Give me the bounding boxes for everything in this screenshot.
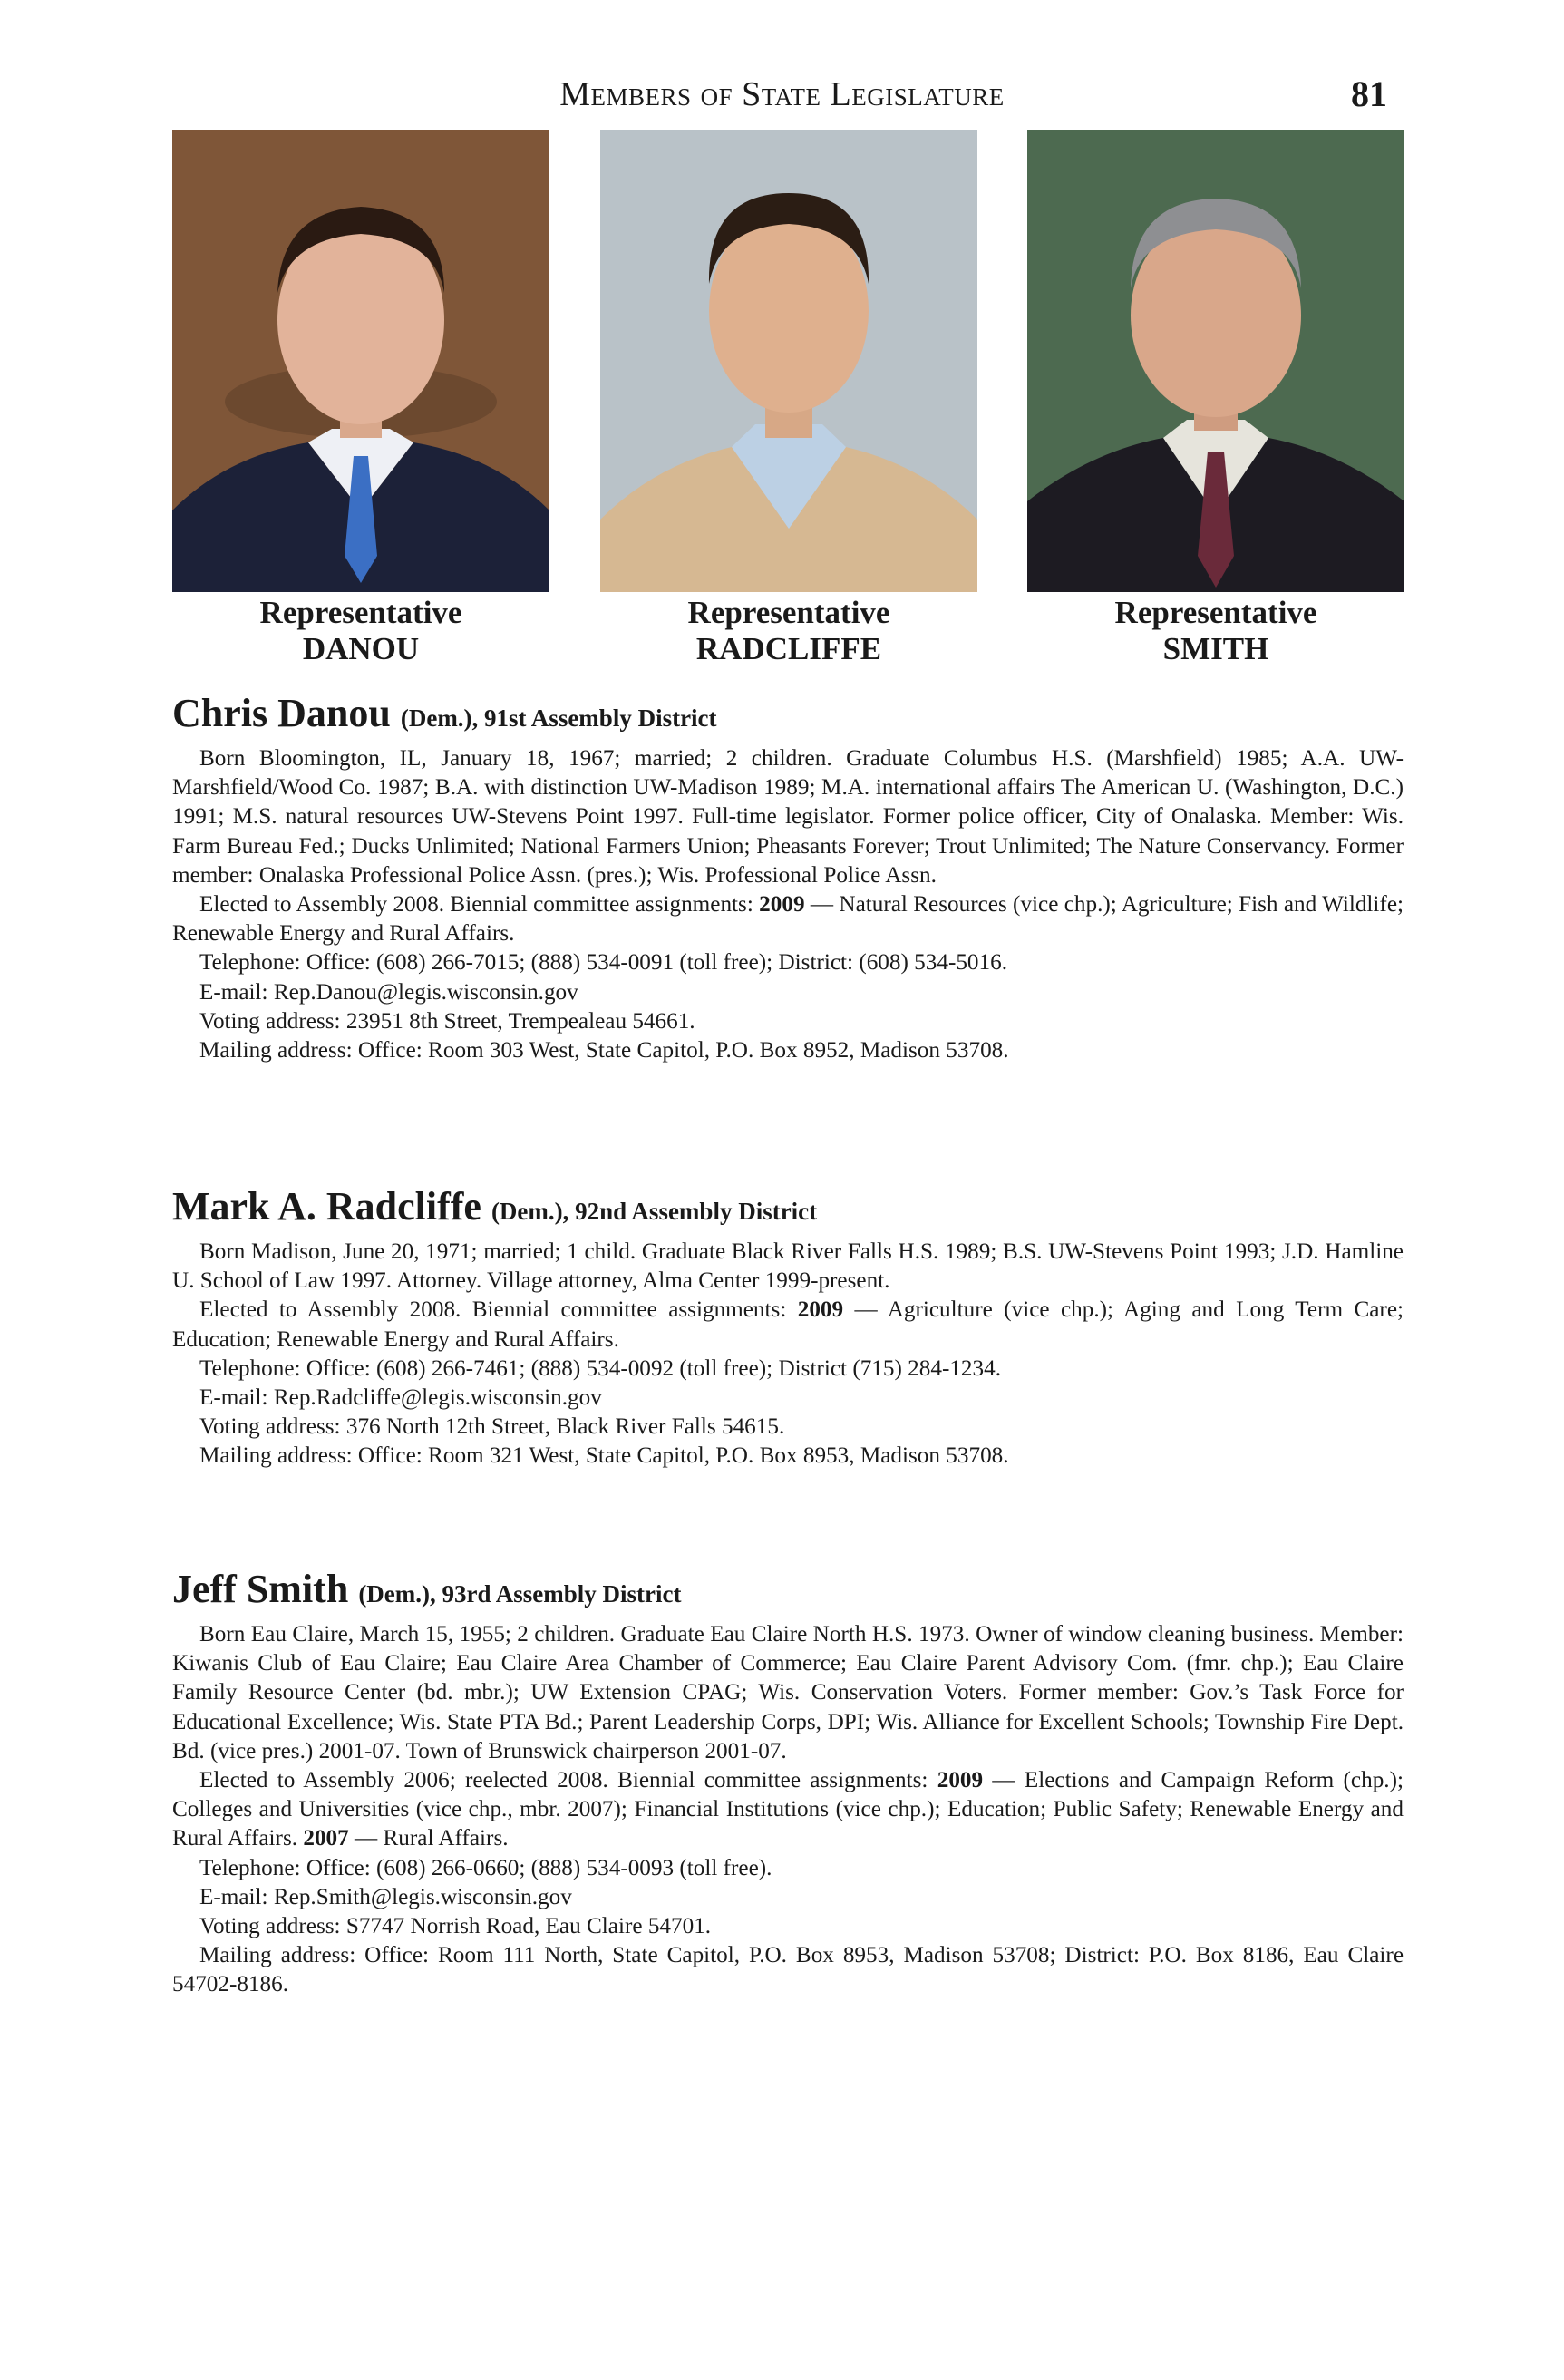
- bio-paragraph: Voting address: 376 North 12th Street, Black River Falls 54615.: [199, 1414, 785, 1440]
- member-name: Chris Danou: [172, 691, 391, 735]
- bio-paragraph: Voting address: 23951 8th Street, Trempealeau 54661.: [199, 1008, 695, 1034]
- caption-surname: SMITH: [1162, 631, 1269, 666]
- bio-paragraph: Telephone: Office: (608) 266-0660; (888) 534-0093 (toll free).: [199, 1855, 772, 1880]
- bio-smith: [172, 1567, 1404, 2000]
- bio-heading: [172, 1184, 1404, 1234]
- portrait-radcliffe-image: [600, 130, 977, 592]
- portrait-caption: [1027, 595, 1404, 667]
- bio-heading: [172, 691, 1404, 741]
- bio-paragraph: Born Bloomington, IL, January 18, 1967; married; 2 children. Graduate Columbus H.S. (Marshfield) 1985; A.A. UW-Marshfield/Wood Co. 1987; B.A. with distinction UW-Madison 1989; M.A. international affairs The American U. (Washington, D.C.) 1991; M.S. natural resources UW-Stevens Point 1997. Full-time legislator. Former police officer, City of Onalaska. Member: Wis. Farm Bureau Fed.; Ducks Unlimited; National Farmers Union; Pheasants Forever; Trout Unlimited; The Nature Conservancy. Former member: Onalaska Professional Police Assn. (pres.); Wis. Professional Police Assn.: [172, 746, 1404, 888]
- portrait-photo: [172, 130, 549, 592]
- caption-surname: RADCLIFFE: [695, 631, 882, 666]
- running-head: Members of State Legislature: [559, 75, 1005, 113]
- bio-paragraph: E-mail: Rep.Danou@legis.wisconsin.gov: [199, 979, 578, 1005]
- bio-paragraph: Born Madison, June 20, 1971; married; 1 child. Graduate Black River Falls H.S. 1989; B.S. UW-Stevens Point 1993; J.D. Hamline U. School of Law 1997. Attorney. Village attorney, Alma Center 1999-present.: [172, 1239, 1404, 1294]
- bio-paragraph: Born Eau Claire, March 15, 1955; 2 children. Graduate Eau Claire North H.S. 1973. Owner of window cleaning business. Member: Kiwanis Club of Eau Claire; Eau Claire Area Chamber of Commerce; Eau Claire Parent Advisory Com. (fmr. chp.); Eau Claire Family Resource Center (bd. mbr.); UW Extension CPAG; Wis. Conservation Voters. Former member: Gov.’s Task Force for Educational Excellence; Wis. State PTA Bd.; Parent Leadership Corps, DPI; Wis. Alliance for Excellent Schools; Township Fire Dept. Bd. (vice pres.) 2001-07. Town of Brunswick chairperson 2001-07.: [172, 1622, 1404, 1763]
- bio-danou: [172, 691, 1404, 1065]
- caption-surname: DANOU: [302, 631, 420, 666]
- page-number: 81: [1351, 73, 1387, 114]
- portrait-photo: [1027, 130, 1404, 592]
- bio-paragraph: Mailing address: Office: Room 111 North, State Capitol, P.O. Box 8953, Madison 53708; District: P.O. Box 8186, Eau Claire 54702-8186.: [172, 1943, 1404, 1997]
- bio-paragraph: Telephone: Office: (608) 266-7461; (888) 534-0092 (toll free); District (715) 284-1234.: [199, 1355, 1002, 1381]
- bio-paragraph: Elected to Assembly 2006; reelected 2008. Biennial committee assignments: 2009 — Elections and Campaign Reform (chp.); Colleges and Universities (vice chp., mbr. 2007); Financial Institutions (vice chp.); Education; Public Safety; Renewable Energy and Rural Affairs. 2007 — Rural Affairs.: [172, 1768, 1404, 1851]
- bio-radcliffe: [172, 1184, 1404, 1472]
- portrait-photo: [600, 130, 977, 592]
- bio-paragraph: E-mail: Rep.Radcliffe@legis.wisconsin.gov: [199, 1385, 602, 1411]
- bio-paragraph: E-mail: Rep.Smith@legis.wisconsin.gov: [199, 1884, 572, 1909]
- party-district: (Dem.), 93rd Assembly District: [358, 1580, 682, 1608]
- party-district: (Dem.), 92nd Assembly District: [491, 1198, 818, 1225]
- caption-title: Representative: [687, 595, 890, 630]
- bio-paragraph: Mailing address: Office: Room 303 West, State Capitol, P.O. Box 8952, Madison 53708.: [199, 1038, 1009, 1064]
- portrait-caption: [600, 595, 977, 667]
- member-name: Mark A. Radcliffe: [172, 1184, 481, 1229]
- portrait-danou-image: [172, 130, 549, 592]
- portrait-smith-image: [1027, 130, 1404, 592]
- bio-paragraph: Elected to Assembly 2008. Biennial committee assignments: 2009 — Agriculture (vice chp.); Aging and Long Term Care; Education; Renewable Energy and Rural Affairs.: [172, 1297, 1404, 1352]
- portrait-caption: [172, 595, 549, 667]
- caption-title: Representative: [1114, 595, 1317, 630]
- member-name: Jeff Smith: [172, 1567, 349, 1611]
- party-district: (Dem.), 91st Assembly District: [400, 704, 717, 732]
- bio-paragraph: Elected to Assembly 2008. Biennial committee assignments: 2009 — Natural Resources (vice chp.); Agriculture; Fish and Wildlife; Renewable Energy and Rural Affairs.: [172, 892, 1404, 947]
- bio-paragraph: Mailing address: Office: Room 321 West, State Capitol, P.O. Box 8953, Madison 53708.: [199, 1443, 1009, 1469]
- bio-paragraph: Voting address: S7747 Norrish Road, Eau Claire 54701.: [199, 1914, 712, 1939]
- caption-title: Representative: [259, 595, 462, 630]
- bio-heading: [172, 1567, 1404, 1617]
- bio-paragraph: Telephone: Office: (608) 266-7015; (888) 534-0091 (toll free); District: (608) 534-5016.: [199, 950, 1008, 976]
